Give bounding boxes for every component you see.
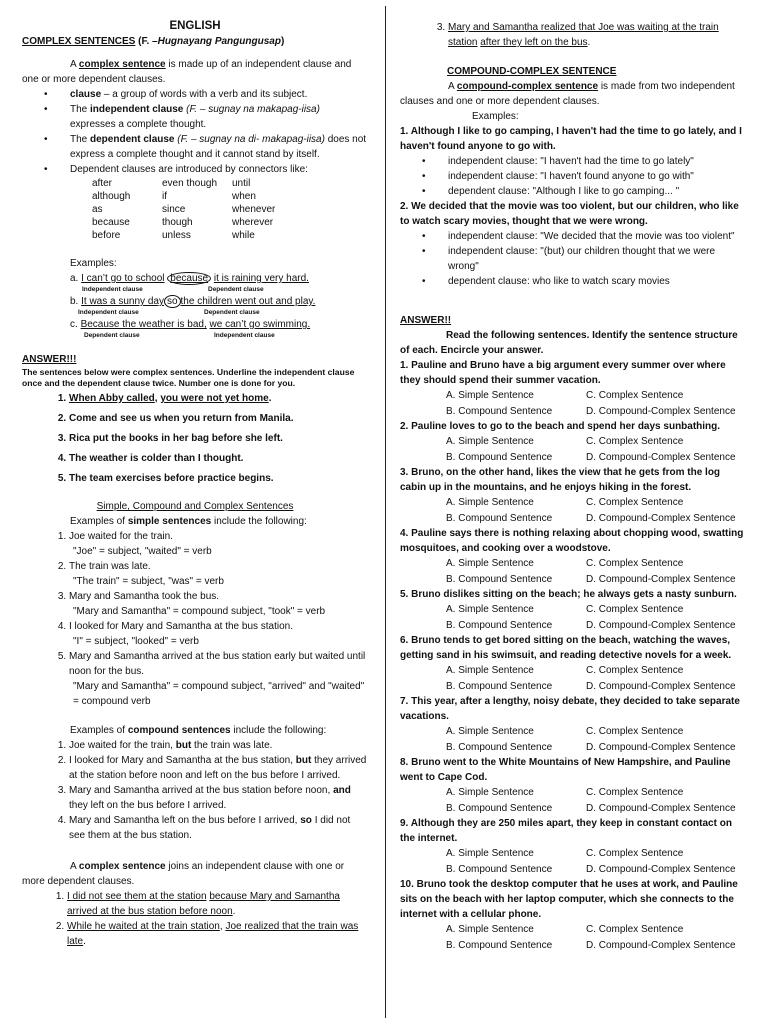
option-d[interactable]: D. Compound-Complex Sentence: [586, 405, 736, 417]
option-c[interactable]: C. Complex Sentence: [586, 665, 684, 676]
list-item: 1. Joe waited for the train. "Joe" = subject, "waited" = verb: [69, 529, 368, 559]
option-a[interactable]: A. Simple Sentence: [446, 558, 534, 569]
question-list: [400, 358, 745, 953]
compound-list: [22, 738, 368, 843]
list-item: 3. Rica put the books in her bag before she left.: [69, 429, 368, 449]
question: 3. Bruno, on the other hand, likes the view that he gets from the log cabin up in the mountains, and he enjoys hiking in the forest.: [400, 467, 721, 493]
answer-options: [446, 388, 745, 419]
option-c[interactable]: C. Complex Sentence: [586, 848, 684, 859]
bullet-connectors: • Dependent clauses are introduced by connectors like:: [70, 162, 368, 177]
list-item: 4. Mary and Samantha left on the bus before I arrived, so I did not see them at the bus station.: [69, 813, 368, 843]
list-item: 1. I did not see them at the station because Mary and Samantha arrived at the bus station before noon.: [67, 889, 368, 919]
option-b[interactable]: B. Compound Sentence: [446, 741, 553, 753]
list-item: • dependent clause: "Although I like to go camping... ": [448, 184, 745, 199]
option-c[interactable]: C. Complex Sentence: [586, 558, 684, 569]
left-column: [22, 18, 368, 949]
complex-join: A complex sentence joins an independent clause with one or more dependent clauses.: [22, 861, 345, 887]
bullet-clause: • clause – a group of words with a verb and its subject.: [70, 87, 368, 102]
option-d[interactable]: D. Compound-Complex Sentence: [586, 741, 736, 753]
question: 8. Bruno went to the White Mountains of New Hampshire, and Pauline went to Cape Cod.: [400, 757, 731, 783]
option-b[interactable]: B. Compound Sentence: [446, 680, 553, 692]
cc-example-1-clauses: [400, 154, 745, 199]
answer-options: [446, 495, 745, 526]
question: 4. Pauline says there is nothing relaxing about chopping wood, swatting mosquitoes, and cooking over a woodstove.: [400, 528, 744, 554]
bullet-dependent: • The dependent clause (F. – sugnay na di- makapag-iisa) does not express a complete thought and it cannot stand by itself.: [70, 132, 368, 162]
complex-list: [22, 889, 368, 949]
answer-options: [446, 785, 745, 816]
option-c[interactable]: C. Complex Sentence: [586, 436, 684, 447]
option-a[interactable]: A. Simple Sentence: [446, 726, 534, 737]
option-a[interactable]: A. Simple Sentence: [446, 848, 534, 859]
list-item: 2. While he waited at the train station, Joe realized that the train was late.: [67, 919, 368, 949]
answer1-instructions: The sentences below were complex sentences. Underline the independent clause once and the dependent clause twice. Number one is done for you.: [22, 367, 355, 388]
cc-examples-label: Examples:: [472, 111, 519, 122]
page-title: ENGLISH: [169, 20, 221, 32]
column-divider: [385, 6, 386, 1018]
option-b[interactable]: B. Compound Sentence: [446, 802, 553, 814]
list-item: • independent clause: "I haven't had the time to go lately": [448, 154, 745, 169]
option-d[interactable]: D. Compound-Complex Sentence: [586, 451, 736, 463]
option-b[interactable]: B. Compound Sentence: [446, 863, 553, 875]
list-item: 1. Joe waited for the train, but the train was late.: [69, 738, 368, 753]
connectors-table: after even though until although if when as since whenever because though wherever before unless while: [92, 178, 276, 241]
option-c[interactable]: C. Complex Sentence: [586, 924, 684, 935]
option-d[interactable]: D. Compound-Complex Sentence: [586, 512, 736, 524]
example-b: b. It was a sunny day so the children went out and play. Independent clause Dependent clause: [70, 296, 316, 316]
answer-options: [446, 663, 745, 694]
simple-intro: Examples of simple sentences include the following:: [70, 516, 307, 527]
list-item: 3. Mary and Samantha realized that Joe was waiting at the train station after they left on the bus.: [448, 20, 745, 50]
list-item: • dependent clause: who like to watch scary movies: [448, 274, 745, 289]
list-item: 4. I looked for Mary and Samantha at the bus station. "I" = subject, "looked" = verb: [69, 619, 368, 649]
answer-options: [446, 602, 745, 633]
list-item: 5. Mary and Samantha arrived at the bus station early but waited until noon for the bus. "Mary and Samantha" = compound subject, "arrived" and "waited" = compound verb: [69, 649, 368, 709]
examples-label: Examples:: [70, 258, 117, 269]
simple-list: [22, 529, 368, 709]
option-b[interactable]: B. Compound Sentence: [446, 405, 553, 417]
question: 6. Bruno tends to get bored sitting on the beach, watching the waves, getting sand in his swimsuit, and reading detective novels for a week.: [400, 635, 732, 661]
option-d[interactable]: D. Compound-Complex Sentence: [586, 863, 736, 875]
answer1-list: [22, 389, 368, 489]
option-a[interactable]: A. Simple Sentence: [446, 665, 534, 676]
example-c: c. Because the weather is bad, we can’t go swimming. Dependent clause Independent clause: [70, 319, 311, 339]
list-item: • independent clause: "I haven't found anyone to go with": [448, 169, 745, 184]
list-item: 4. The weather is colder than I thought.: [69, 449, 368, 469]
answer1-label: ANSWER!!!: [22, 354, 77, 365]
definition-list: [22, 87, 368, 177]
cc-definition: A compound-complex sentence is made from two independent clauses and one or more dependent clauses.: [400, 81, 735, 107]
option-b[interactable]: B. Compound Sentence: [446, 512, 553, 524]
option-a[interactable]: A. Simple Sentence: [446, 787, 534, 798]
option-a[interactable]: A. Simple Sentence: [446, 390, 534, 401]
option-a[interactable]: A. Simple Sentence: [446, 924, 534, 935]
option-c[interactable]: C. Complex Sentence: [586, 604, 684, 615]
question: 2. Pauline loves to go to the beach and spend her days sunbathing.: [400, 421, 721, 432]
list-item: 2. I looked for Mary and Samantha at the bus station, but they arrived at the station before noon and left on the bus before I arrived.: [69, 753, 368, 783]
bullet-independent: • The independent clause (F. – sugnay na makapag-iisa) expresses a complete thought.: [70, 102, 368, 132]
question: 1. Pauline and Bruno have a big argument every summer over where they should spend their summer vacation.: [400, 360, 726, 386]
option-d[interactable]: D. Compound-Complex Sentence: [586, 802, 736, 814]
complex-list-continued: [400, 20, 745, 50]
option-c[interactable]: C. Complex Sentence: [586, 497, 684, 508]
option-b[interactable]: B. Compound Sentence: [446, 451, 553, 463]
main-heading: COMPLEX SENTENCES (F. –Hugnayang Pangungusap): [22, 36, 285, 47]
option-b[interactable]: B. Compound Sentence: [446, 573, 553, 585]
answer2-label: ANSWER!!: [400, 315, 452, 326]
list-item: 2. Come and see us when you return from Manila.: [69, 409, 368, 429]
list-item: 1. When Abby called, you were not yet home.: [69, 389, 368, 409]
list-item: • independent clause: "We decided that the movie was too violent": [448, 229, 745, 244]
complex-definition: A complex sentence is made up of an independent clause and one or more dependent clauses.: [22, 59, 352, 85]
example-a: a. I can’t go to school because it is raining very hard. Independent clause Dependent clause: [70, 273, 309, 293]
option-c[interactable]: C. Complex Sentence: [586, 787, 684, 798]
answer-options: [446, 724, 745, 755]
option-d[interactable]: D. Compound-Complex Sentence: [586, 680, 736, 692]
option-d[interactable]: D. Compound-Complex Sentence: [586, 619, 736, 631]
question: 5. Bruno dislikes sitting on the beach; he always gets a nasty sunburn.: [400, 589, 737, 600]
right-column: [400, 20, 745, 953]
question: 10. Bruno took the desktop computer that he uses at work, and Pauline sits on the beach with her laptop computer, which she connects to the internet with a cellular phone.: [400, 879, 738, 920]
answer2-instructions: Read the following sentences. Identify the sentence structure of each. Encircle your answer.: [400, 330, 738, 356]
answer-options: [446, 434, 745, 465]
question: 7. This year, after a lengthy, noisy debate, they decided to take separate vacations.: [400, 696, 740, 722]
list-item: • independent clause: "(but) our children thought that we were wrong": [448, 244, 745, 274]
option-a[interactable]: A. Simple Sentence: [446, 436, 534, 447]
option-a[interactable]: A. Simple Sentence: [446, 604, 534, 615]
question: 9. Although they are 250 miles apart, they keep in constant contact on the internet.: [400, 818, 732, 844]
answer-options: [446, 922, 745, 953]
answer-options: [446, 846, 745, 877]
option-a[interactable]: A. Simple Sentence: [446, 497, 534, 508]
list-item: 3. Mary and Samantha took the bus. "Mary and Samantha" = compound subject, "took" = verb: [69, 589, 368, 619]
option-d[interactable]: D. Compound-Complex Sentence: [586, 939, 736, 951]
compound-intro: Examples of compound sentences include the following:: [70, 725, 327, 736]
cc-heading: COMPOUND-COMPLEX SENTENCE: [447, 66, 617, 77]
cc-example-1: 1. Although I like to go camping, I haven't had the time to go lately, and I haven't found anyone to go with.: [400, 126, 742, 152]
option-d[interactable]: D. Compound-Complex Sentence: [586, 573, 736, 585]
answer-options: [446, 556, 745, 587]
cc-example-2-clauses: [400, 229, 745, 289]
option-b[interactable]: B. Compound Sentence: [446, 939, 553, 951]
list-item: 5. The team exercises before practice begins.: [69, 469, 368, 489]
option-c[interactable]: C. Complex Sentence: [586, 726, 684, 737]
cc-example-2: 2. We decided that the movie was too violent, but our children, who like to watch scary movies, thought that we were wrong.: [400, 201, 739, 227]
scc-heading: Simple, Compound and Complex Sentences: [96, 501, 294, 512]
list-item: 2. The train was late. "The train" = subject, "was" = verb: [69, 559, 368, 589]
list-item: 3. Mary and Samantha arrived at the bus station before noon, and they left on the bus before I arrived.: [69, 783, 368, 813]
option-b[interactable]: B. Compound Sentence: [446, 619, 553, 631]
option-c[interactable]: C. Complex Sentence: [586, 390, 684, 401]
